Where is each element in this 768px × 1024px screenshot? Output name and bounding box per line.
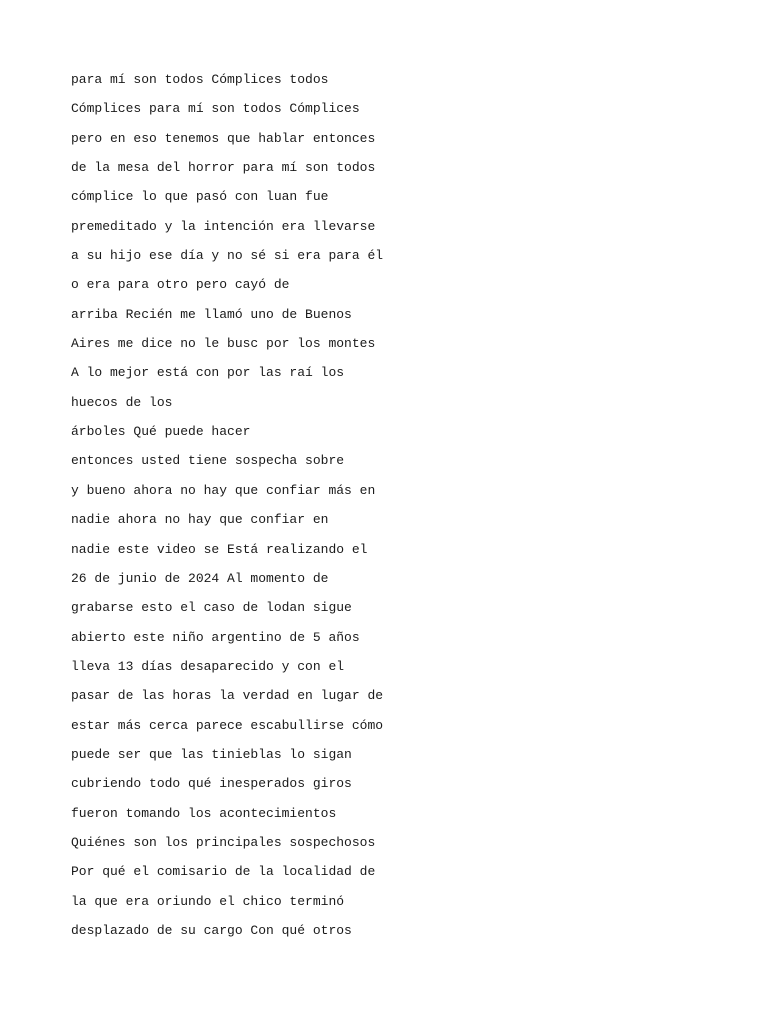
text-line: lleva 13 días desaparecido y con el — [71, 658, 345, 674]
text-line: abierto este niño argentino de 5 años — [71, 629, 360, 645]
text-line: premeditado y la intención era llevarse — [71, 218, 376, 234]
text-line: pero en eso tenemos que hablar entonces — [71, 130, 376, 146]
transcript-text — [71, 70, 711, 950]
text-line: Por qué el comisario de la localidad de — [71, 864, 376, 880]
text-line: fueron tomando los acontecimientos — [71, 805, 337, 821]
text-line: de la mesa del horror para mí son todos — [71, 160, 376, 176]
text-line: Cómplices para mí son todos Cómplices — [71, 101, 360, 117]
text-line: grabarse esto el caso de lodan sigue — [71, 600, 352, 616]
text-line: la que era oriundo el chico terminó — [71, 893, 345, 909]
text-line: a su hijo ese día y no sé si era para él — [71, 248, 384, 264]
text-line: nadie ahora no hay que confiar en — [71, 512, 329, 528]
text-line: puede ser que las tinieblas lo sigan — [71, 746, 352, 762]
text-line: A lo mejor está con por las raí los — [71, 365, 345, 381]
text-line: pasar de las horas la verdad en lugar de — [71, 688, 384, 704]
text-line: arriba Recién me llamó uno de Buenos — [71, 306, 352, 322]
text-line: Quiénes son los principales sospechosos — [71, 834, 376, 850]
text-line: árboles Qué puede hacer — [71, 424, 251, 440]
text-line: Aires me dice no le busc por los montes — [71, 336, 376, 352]
text-line: entonces usted tiene sospecha sobre — [71, 453, 345, 469]
text-line: 26 de junio de 2024 Al momento de — [71, 570, 329, 586]
text-line: cubriendo todo qué inesperados giros — [71, 776, 352, 792]
text-line: huecos de los — [71, 394, 173, 410]
text-line: para mí son todos Cómplices todos — [71, 72, 329, 87]
text-line: o era para otro pero cayó de — [71, 277, 290, 293]
text-line: y bueno ahora no hay que confiar más en — [71, 482, 376, 498]
text-line: cómplice lo que pasó con luan fue — [71, 189, 329, 205]
text-line: desplazado de su cargo Con qué otros — [71, 922, 352, 938]
text-line: estar más cerca parece escabullirse cómo — [71, 717, 384, 733]
text-line: nadie este video se Está realizando el — [71, 541, 368, 557]
